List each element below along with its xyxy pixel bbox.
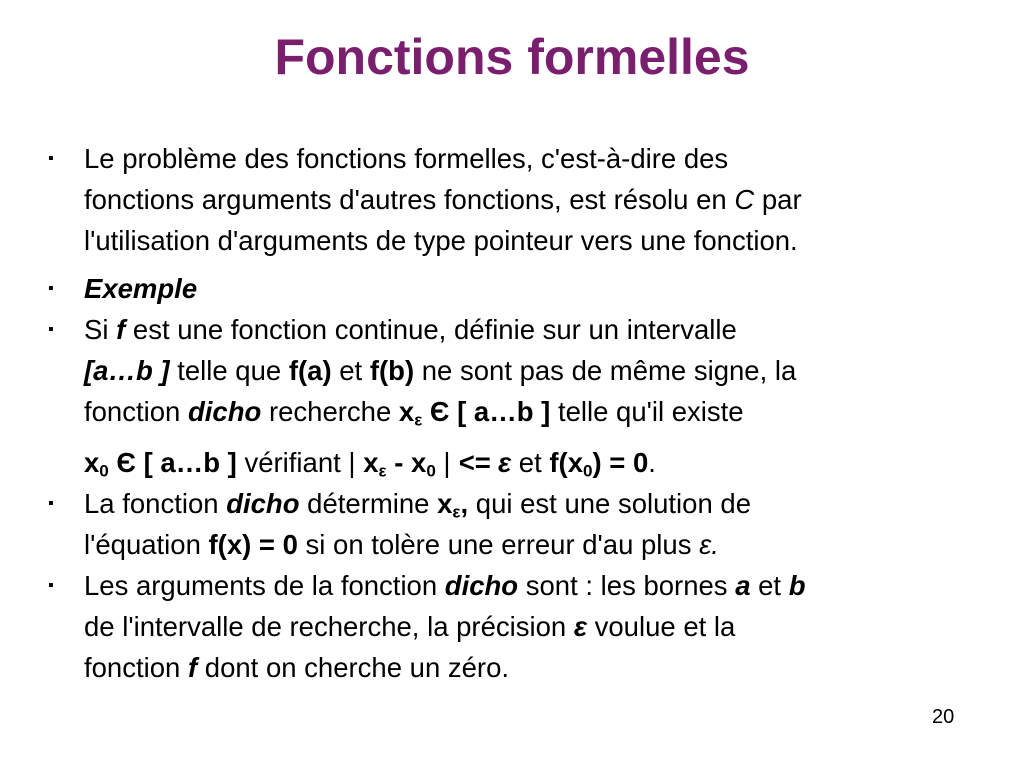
square-bullet-icon: ▪ (48, 495, 54, 512)
example-heading: Exemple (84, 273, 198, 304)
bullet-list (48, 138, 998, 688)
bullet-item: ▪ Le problème des fonctions formelles, c'est-à-dire des fonctions arguments d'autres fonctions, est résolu en C par l'utilisation d'arguments de type pointeur vers une fonction. (48, 138, 998, 261)
page-number: 20 (932, 706, 955, 728)
square-bullet-icon: ▪ (48, 150, 54, 167)
square-bullet-icon: ▪ (48, 280, 54, 297)
bullet-item: ▪ Les arguments de la fonction dicho sont : les bornes a et b de l'intervalle de recherche, la précision ε voulue et la fonction f dont on cherche un zéro. (48, 565, 998, 688)
square-bullet-icon: ▪ (48, 321, 54, 338)
bullet-item: ▪ La fonction dicho détermine $x_\varepsilon$, qui est une solution de l'équation f(x) = 0 si on tolère une erreur d'au plus ε. (48, 483, 998, 565)
bullet-item (48, 268, 998, 309)
math-condition-line: $x_0$ Є [ a…b ] vérifiant | $x_\varepsilon - x_0$ | <= ε et $f(x_0) = 0$. (84, 447, 656, 481)
bullet-item: ▪ Si f est une fonction continue, définie sur un intervalle [a…b ] telle que f(a) et f(b) ne sont pas de même signe, la fonction dicho recherche $x_\varepsilon$ Є [ a…b ] telle qu'il existe $x_0$ Є [ a…b ] vérifiant | $x_\varepsilon - x_0$ | <= ε et $f(x_0) = 0$. (48, 309, 998, 483)
square-bullet-icon: ▪ (48, 577, 54, 594)
slide-title: Fonctions formelles (274, 29, 750, 85)
